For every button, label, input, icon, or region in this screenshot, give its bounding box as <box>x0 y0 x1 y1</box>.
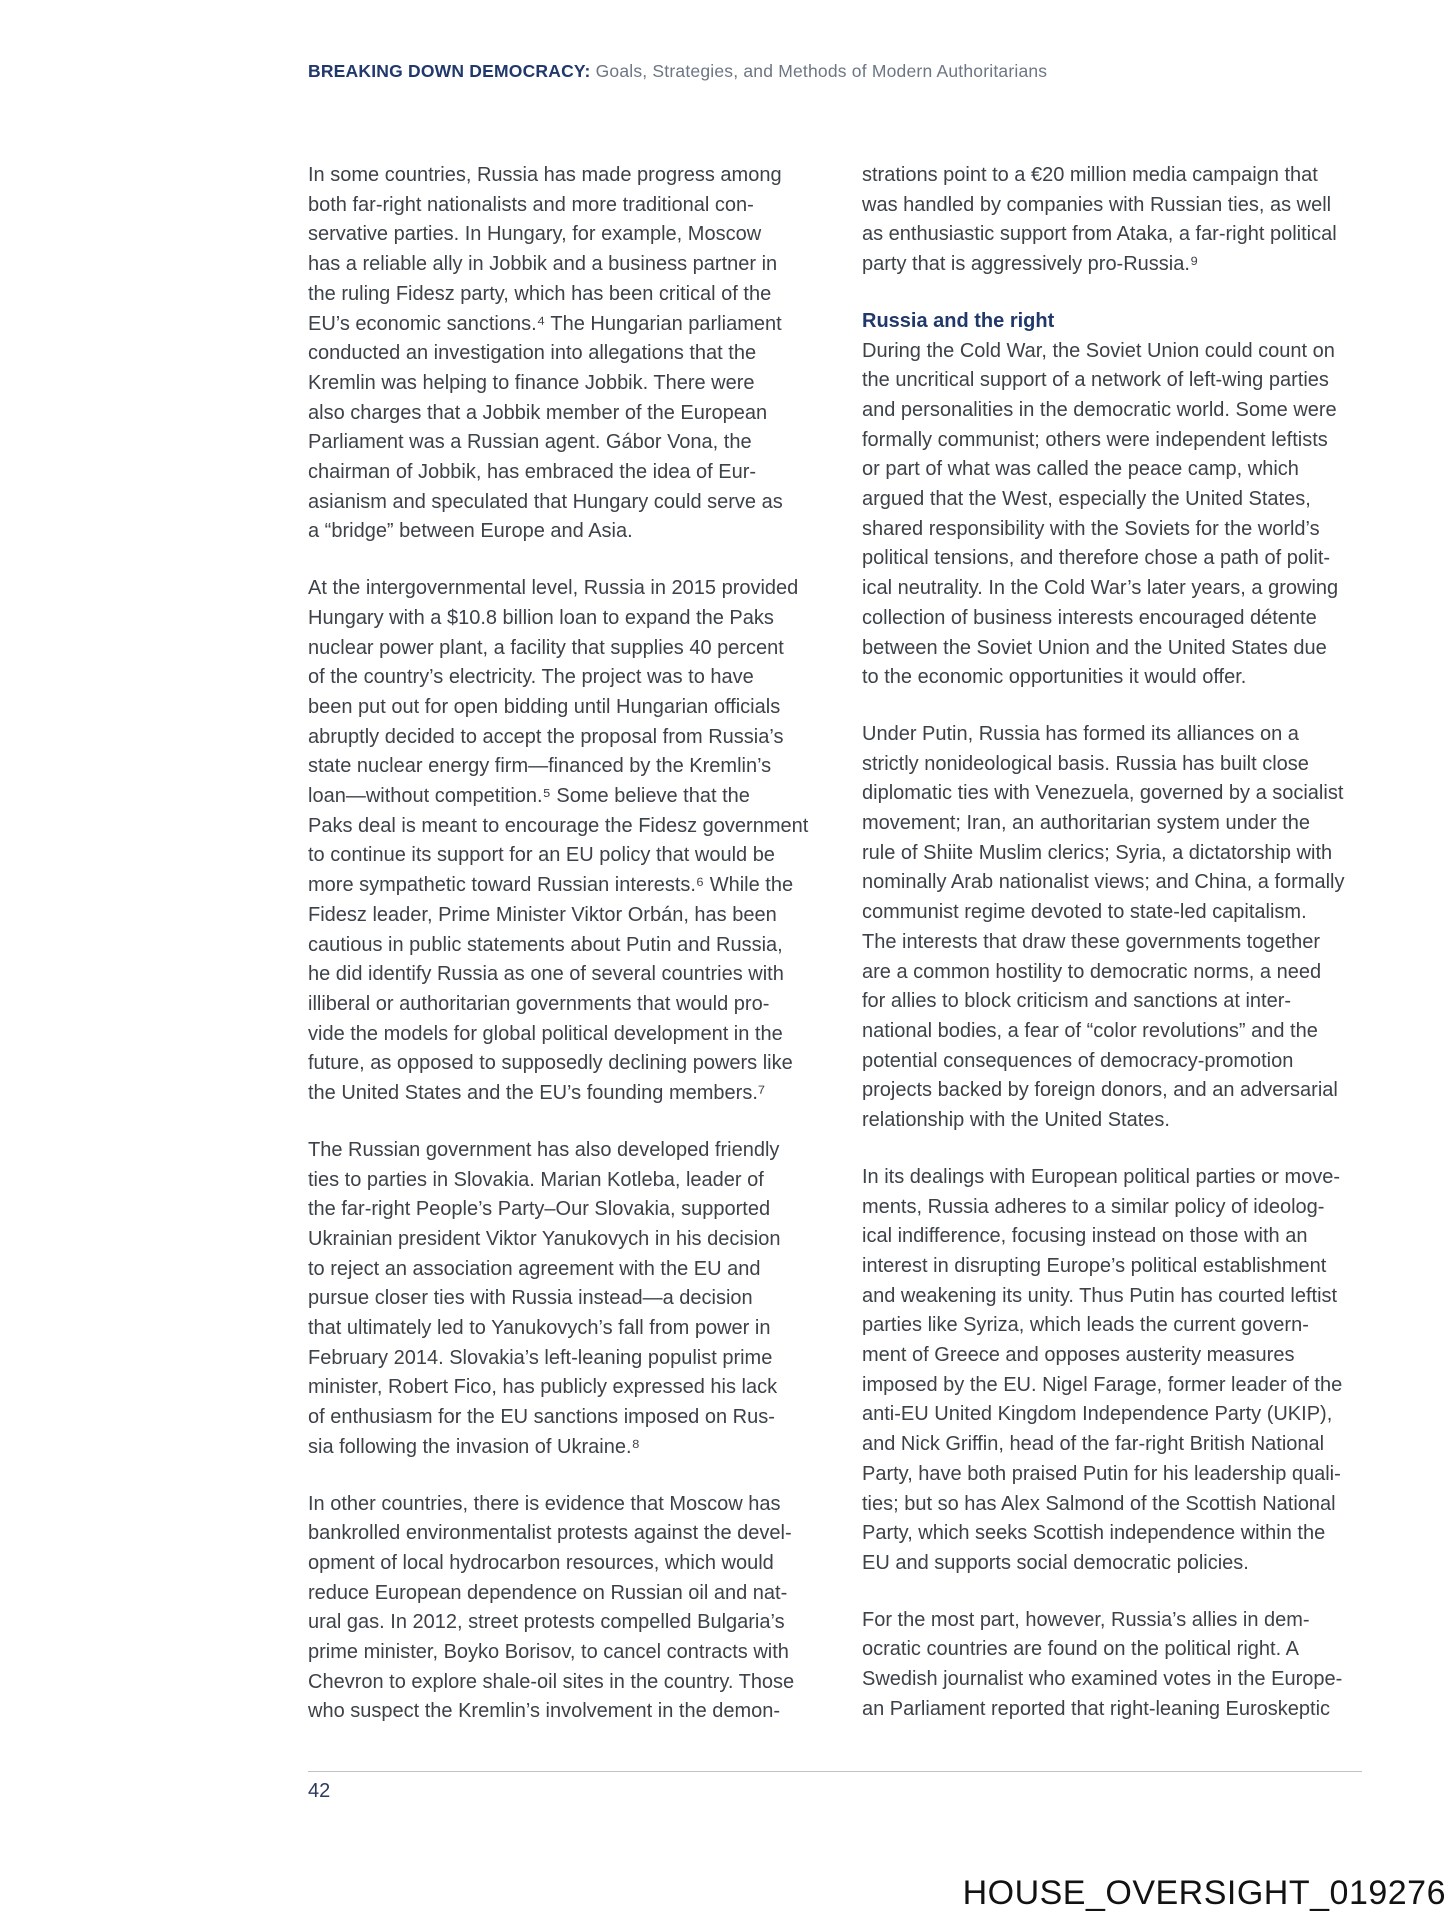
text-line: prime minister, Boyko Borisov, to cancel contracts with <box>308 1641 789 1664</box>
text-line: party that is aggressively pro-Russia.⁹ <box>862 253 1199 276</box>
text-line: future, as opposed to supposedly declining powers like <box>308 1052 793 1075</box>
text-line: as enthusiastic support from Ataka, a far-right political <box>862 223 1337 246</box>
text-line: February 2014. Slovakia’s left-leaning populist prime <box>308 1346 773 1369</box>
text-line: a “bridge” between Europe and Asia. <box>308 520 633 543</box>
text-line: Paks deal is meant to encourage the Fidesz government <box>308 814 809 837</box>
text-line: Under Putin, Russia has formed its alliances on a <box>862 722 1299 745</box>
text-line: Party, which seeks Scottish independence within the <box>862 1522 1326 1545</box>
text-line: been put out for open bidding until Hungarian officials <box>308 695 781 718</box>
text-line: chairman of Jobbik, has embraced the idea of Eur- <box>308 461 757 484</box>
text-line: ties to parties in Slovakia. Marian Kotleba, leader of <box>308 1168 764 1191</box>
text-line: of enthusiasm for the EU sanctions imposed on Rus- <box>308 1406 775 1429</box>
text-line: opment of local hydrocarbon resources, which would <box>308 1551 774 1574</box>
text-line: ural gas. In 2012, street protests compelled Bulgaria’s <box>308 1611 785 1634</box>
text-line: Kremlin was helping to finance Jobbik. There were <box>308 371 755 394</box>
text-line: diplomatic ties with Venezuela, governed by a socialist <box>862 782 1344 805</box>
text-line: rule of Shiite Muslim clerics; Syria, a dictatorship with <box>862 841 1333 864</box>
paragraph <box>862 720 1367 1136</box>
text-line: Swedish journalist who examined votes in the Europe- <box>862 1668 1343 1691</box>
page-number: 42 <box>308 1780 331 1802</box>
text-line: In some countries, Russia has made progress among <box>308 164 782 186</box>
text-line: both far-right nationalists and more traditional con- <box>308 193 754 216</box>
text-line: strictly nonideological basis. Russia has built close <box>862 752 1309 775</box>
bates-stamp: HOUSE_OVERSIGHT_019276 <box>962 1874 1446 1912</box>
paragraph <box>308 1136 808 1463</box>
text-line: potential consequences of democracy-promotion <box>862 1049 1294 1072</box>
paragraph <box>862 1606 1367 1725</box>
paragraph <box>862 1163 1367 1579</box>
text-line: reduce European dependence on Russian oil and nat- <box>308 1581 788 1604</box>
text-line: parties like Syriza, which leads the current govern- <box>862 1314 1309 1337</box>
text-line: communist regime devoted to state-led capitalism. <box>862 901 1307 924</box>
text-line: During the Cold War, the Soviet Union could count on <box>862 339 1335 362</box>
text-line: minister, Robert Fico, has publicly expressed his lack <box>308 1376 778 1399</box>
text-line: between the Soviet Union and the United States due <box>862 636 1327 659</box>
text-line: collection of business interests encouraged détente <box>862 606 1317 629</box>
text-line: ocratic countries are found on the political right. A <box>862 1638 1299 1661</box>
report-subtitle: Goals, Strategies, and Methods of Modern Authoritarians <box>590 61 1048 81</box>
page-footer <box>308 1771 1362 1803</box>
text-line: servative parties. In Hungary, for example, Moscow <box>308 223 762 246</box>
text-line: and Nick Griffin, head of the far-right British National <box>862 1433 1325 1456</box>
section-heading: Russia and the right <box>862 309 1055 332</box>
text-line: anti-EU United Kingdom Independence Party (UKIP), <box>862 1403 1333 1426</box>
text-line: formally communist; others were independent leftists <box>862 428 1328 451</box>
text-line: national bodies, a fear of “color revolutions” and the <box>862 1019 1318 1042</box>
paragraph <box>862 337 1367 693</box>
paragraph <box>308 574 808 1109</box>
text-line: an Parliament reported that right-leaning Euroskeptic <box>862 1697 1331 1720</box>
text-line: ments, Russia adheres to a similar policy of ideolog- <box>862 1195 1325 1218</box>
text-line: and weakening its unity. Thus Putin has courted leftist <box>862 1284 1338 1307</box>
text-line: ties; but so has Alex Salmond of the Scottish National <box>862 1492 1336 1515</box>
text-line: pursue closer ties with Russia instead—a decision <box>308 1287 753 1310</box>
text-line: bankrolled environmentalist protests against the devel- <box>308 1522 792 1545</box>
text-line: to continue its support for an EU policy that would be <box>308 844 775 867</box>
text-line: relationship with the United States. <box>862 1109 1170 1132</box>
text-line: Parliament was a Russian agent. Gábor Vona, the <box>308 431 752 454</box>
text-line: political tensions, and therefore chose a path of polit- <box>862 547 1331 570</box>
text-line: nuclear power plant, a facility that supplies 40 percent <box>308 636 784 659</box>
text-line: Chevron to explore shale-oil sites in the country. Those <box>308 1670 795 1693</box>
text-line: to the economic opportunities it would offer. <box>862 666 1247 689</box>
text-line: asianism and speculated that Hungary could serve as <box>308 490 783 513</box>
text-line: For the most part, however, Russia’s allies in dem- <box>862 1608 1310 1631</box>
text-line: Hungary with a $10.8 billion loan to expand the Paks <box>308 606 774 629</box>
page-header <box>308 61 1047 82</box>
text-line: of the country’s electricity. The project was to have <box>308 666 754 689</box>
text-line: In other countries, there is evidence that Moscow has <box>308 1492 781 1515</box>
text-line: has a reliable ally in Jobbik and a business partner in <box>308 253 778 276</box>
text-line: the ruling Fidesz party, which has been critical of the <box>308 282 772 305</box>
text-line: abruptly decided to accept the proposal from Russia’s <box>308 725 784 748</box>
text-line: and personalities in the democratic world. Some were <box>862 398 1337 421</box>
text-line: illiberal or authoritarian governments that would pro- <box>308 992 770 1015</box>
left-column <box>308 161 808 1754</box>
text-line: cautious in public statements about Putin and Russia, <box>308 933 783 956</box>
text-line: interest in disrupting Europe’s political establishment <box>862 1254 1327 1277</box>
text-line: projects backed by foreign donors, and an adversarial <box>862 1079 1338 1102</box>
text-line: strations point to a €20 million media campaign that <box>862 164 1318 186</box>
text-line: ical neutrality. In the Cold War’s later years, a growing <box>862 577 1339 600</box>
text-line: the United States and the EU’s founding members.⁷ <box>308 1082 766 1105</box>
right-column <box>862 161 1367 1751</box>
text-line: state nuclear energy firm—financed by the Kremlin’s <box>308 755 772 778</box>
text-line: for allies to block criticism and sanctions at inter- <box>862 990 1292 1013</box>
text-line: ical indifference, focusing instead on those with an <box>862 1225 1308 1248</box>
paragraph <box>308 1490 808 1728</box>
text-line: was handled by companies with Russian ties, as well <box>862 193 1332 216</box>
text-line: who suspect the Kremlin’s involvement in the demon- <box>308 1700 781 1723</box>
text-line: loan—without competition.⁵ Some believe that the <box>308 785 750 808</box>
text-line: conducted an investigation into allegations that the <box>308 342 757 365</box>
paragraph <box>862 161 1367 280</box>
text-line: to reject an association agreement with the EU and <box>308 1257 761 1280</box>
text-line: Party, have both praised Putin for his leadership quali- <box>862 1462 1341 1485</box>
text-line: The interests that draw these governments together <box>862 930 1321 953</box>
text-line: argued that the West, especially the United States, <box>862 488 1311 511</box>
paragraph <box>308 161 808 547</box>
text-line: or part of what was called the peace camp, which <box>862 458 1299 481</box>
text-line: At the intergovernmental level, Russia in 2015 provided <box>308 577 799 600</box>
text-line: EU’s economic sanctions.⁴ The Hungarian parliament <box>308 312 782 335</box>
text-line: he did identify Russia as one of several countries with <box>308 963 784 986</box>
text-line: Ukrainian president Viktor Yanukovych in his decision <box>308 1227 781 1250</box>
text-line: the uncritical support of a network of left-wing parties <box>862 369 1329 392</box>
text-line: also charges that a Jobbik member of the European <box>308 401 768 424</box>
footer-divider <box>308 1771 1362 1772</box>
text-line: Fidesz leader, Prime Minister Viktor Orbán, has been <box>308 903 777 926</box>
text-line: shared responsibility with the Soviets for the world’s <box>862 517 1320 540</box>
text-line: sia following the invasion of Ukraine.⁸ <box>308 1435 640 1458</box>
text-line: In its dealings with European political parties or move- <box>862 1165 1341 1188</box>
text-line: ment of Greece and opposes austerity measures <box>862 1344 1295 1367</box>
text-line: nominally Arab nationalist views; and China, a formally <box>862 871 1345 894</box>
text-line: imposed by the EU. Nigel Farage, former leader of the <box>862 1373 1343 1396</box>
text-line: are a common hostility to democratic norms, a need <box>862 960 1322 983</box>
text-line: movement; Iran, an authoritarian system under the <box>862 812 1311 835</box>
text-line: vide the models for global political development in the <box>308 1022 783 1045</box>
text-line: that ultimately led to Yanukovych’s fall from power in <box>308 1317 771 1340</box>
text-line: more sympathetic toward Russian interests.⁶ While the <box>308 874 794 897</box>
text-line: EU and supports social democratic policies. <box>862 1551 1249 1574</box>
text-line: The Russian government has also developed friendly <box>308 1138 780 1161</box>
report-title: BREAKING DOWN DEMOCRACY: <box>308 61 591 81</box>
text-line: the far-right People’s Party–Our Slovakia, supported <box>308 1198 771 1221</box>
